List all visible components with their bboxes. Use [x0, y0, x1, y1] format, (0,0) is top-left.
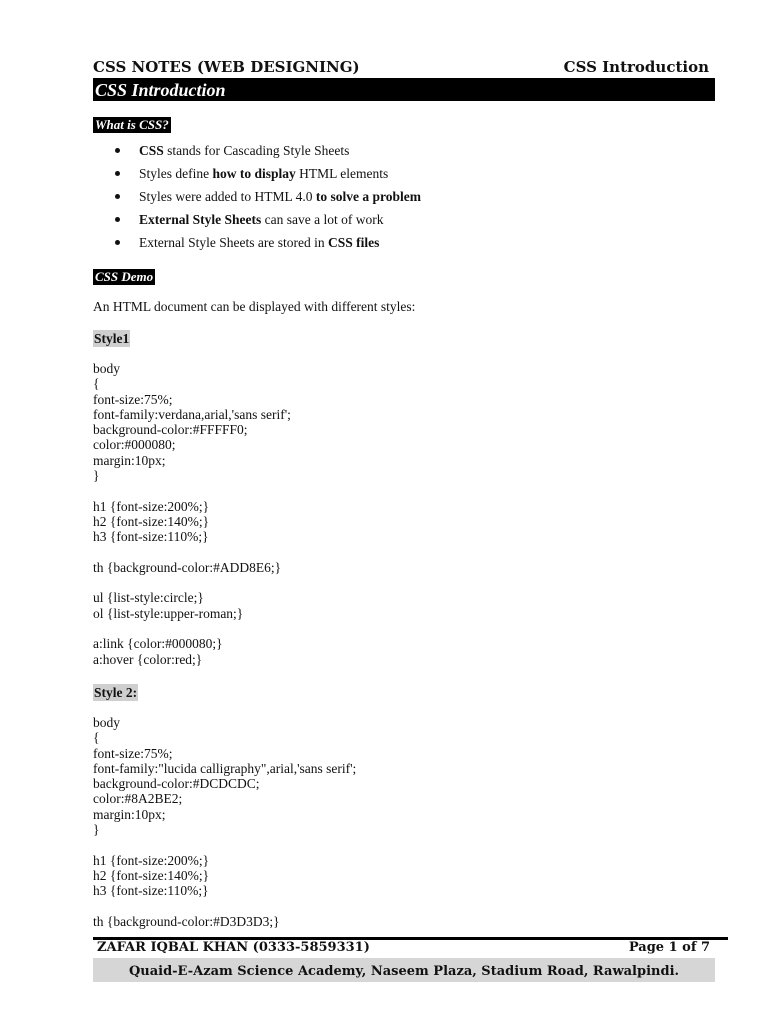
bullet-dot-icon	[115, 240, 120, 245]
footer-author: ZAFAR IQBAL KHAN (0333-5859331)	[97, 940, 370, 955]
code-line: h1 {font-size:200%;}	[93, 852, 210, 868]
code-line: color:#8A2BE2;	[93, 791, 183, 807]
code-line: margin:10px;	[93, 806, 166, 822]
footer-page-number: Page 1 of 7	[628, 940, 710, 955]
bullet-dot-icon	[115, 217, 120, 222]
code-line: a:hover {color:red;}	[93, 651, 203, 667]
bullet-item	[115, 165, 421, 188]
bullet-dot-icon	[115, 148, 120, 153]
bullet-item	[115, 234, 421, 257]
code-line	[93, 621, 291, 636]
bullet-text-run: External Style Sheets are stored in	[139, 235, 328, 250]
bullet-text-run: External Style Sheets	[139, 212, 262, 227]
bullet-text-run: ascading	[232, 143, 284, 158]
style1-code-block	[93, 361, 291, 667]
bullet-text-run: to solve a problem	[315, 189, 421, 204]
code-line: h3 {font-size:110%;}	[93, 883, 209, 899]
style1-heading: Style1	[94, 331, 130, 346]
bullet-item	[115, 211, 421, 234]
code-line	[93, 837, 356, 852]
css-demo-intro: An HTML document can be displayed with different styles:	[93, 299, 416, 314]
code-line: body	[93, 361, 120, 376]
code-line: ul {list-style:circle;}	[93, 590, 204, 606]
bullet-text-run: how to display	[212, 166, 296, 181]
code-line: color:#000080;	[93, 437, 176, 453]
style2-code-block	[93, 715, 356, 929]
code-line: a:link {color:#000080;}	[93, 636, 223, 652]
bullet-text-run: tyle	[290, 143, 315, 158]
bullet-text-run: Styles define	[139, 166, 213, 181]
code-line	[93, 545, 291, 560]
code-line: margin:10px;	[93, 452, 166, 468]
bullet-text-run: S	[314, 143, 322, 158]
code-line: font-size:75%;	[93, 745, 173, 761]
code-line: body	[93, 715, 120, 730]
bullet-item	[115, 188, 421, 211]
bullet-text-run: S	[283, 143, 291, 158]
footer-address-band	[93, 958, 715, 982]
code-line: h3 {font-size:110%;}	[93, 529, 209, 545]
footer-address: Quaid-E-Azam Science Academy, Naseem Plaza, Stadium Road, Rawalpindi.	[128, 964, 680, 979]
code-line: th {background-color:#D3D3D3;}	[93, 913, 280, 929]
bullet-dot-icon	[115, 171, 120, 176]
code-line: font-family:"lucida calligraphy",arial,'sans serif';	[93, 760, 357, 776]
bullet-text-run: heets	[321, 143, 350, 158]
code-line: ol {list-style:upper-roman;}	[93, 605, 244, 621]
bullet-text-run: HTML elements	[295, 166, 389, 181]
code-line: }	[93, 468, 100, 484]
what-is-css-list	[115, 142, 421, 257]
bullet-text-run: stands for	[163, 143, 224, 158]
code-line: h2 {font-size:140%;}	[93, 867, 210, 883]
code-line: }	[93, 822, 100, 838]
page-title: CSS Introduction	[95, 80, 226, 100]
code-line: background-color:#FFFFF0;	[93, 422, 248, 438]
header-section-title: CSS Introduction	[563, 58, 709, 76]
code-line: {	[93, 730, 100, 746]
code-line	[93, 483, 291, 498]
code-line: th {background-color:#ADD8E6;}	[93, 559, 282, 575]
bullet-text-run: CSS files	[327, 235, 380, 250]
bullet-text-run: can save a lot of work	[261, 212, 384, 227]
what-is-css-heading: What is CSS?	[95, 117, 169, 132]
code-line: font-family:verdana,arial,'sans serif';	[93, 406, 291, 422]
bullet-dot-icon	[115, 194, 120, 199]
code-line: font-size:75%;	[93, 391, 173, 407]
bullet-text-run: Styles were added to HTML 4.0	[139, 189, 316, 204]
title-bar	[93, 79, 715, 101]
page-header	[93, 58, 715, 79]
code-line: h2 {font-size:140%;}	[93, 513, 210, 529]
bullet-item	[115, 142, 421, 165]
code-line	[93, 575, 291, 590]
style2-heading: Style 2:	[94, 685, 138, 700]
code-line: h1 {font-size:200%;}	[93, 498, 210, 514]
bullet-text-run: CSS	[139, 143, 164, 158]
bullet-text-run: C	[223, 143, 233, 158]
code-line	[93, 899, 356, 914]
css-demo-heading: CSS Demo	[95, 269, 154, 284]
code-line: {	[93, 376, 100, 392]
code-line: background-color:#DCDCDC;	[93, 776, 260, 792]
header-course-title: CSS NOTES (WEB DESIGNING)	[93, 58, 360, 76]
